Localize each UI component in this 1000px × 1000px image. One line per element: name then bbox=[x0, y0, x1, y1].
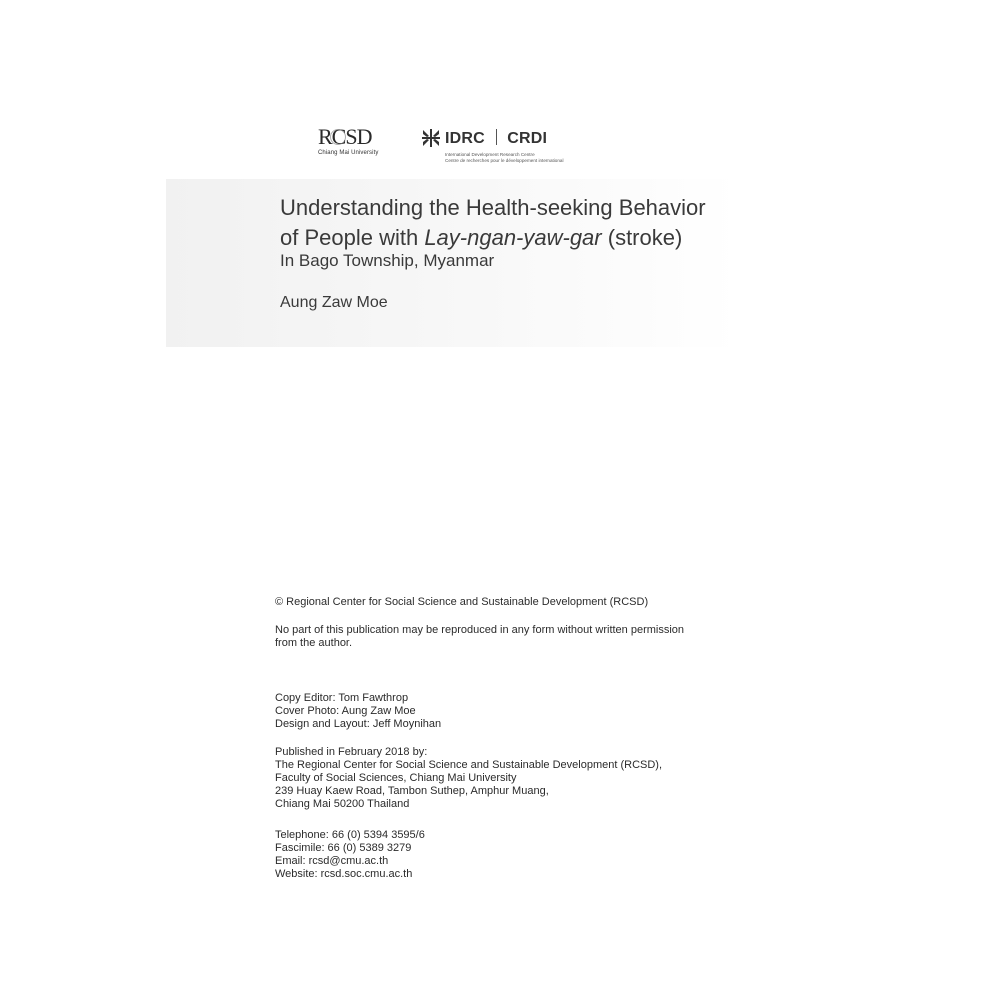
facsimile: Fascimile: 66 (0) 5389 3279 bbox=[275, 842, 412, 854]
rights-notice: No part of this publication may be reproduced in any form without written permission from the author. bbox=[275, 624, 685, 649]
publisher-info: Published in February 2018 by: The Regional Center for Social Science and Sustainable Development (RCSD), Faculty of Social Sciences, Chiang Mai University 239 Huay Kaew Road, Tambon Suthep, Amphur Muang, Chiang Mai 50200 Thailand bbox=[275, 746, 663, 810]
imprint-block bbox=[275, 596, 745, 881]
idrc-emblem-icon bbox=[422, 129, 440, 147]
idrc-subtitle-fr: Centre de recherches pour le développement international bbox=[445, 158, 564, 163]
title-line-1: Understanding the Health-seeking Behavior bbox=[280, 195, 706, 220]
telephone: Telephone: 66 (0) 5394 3595/6 bbox=[275, 829, 425, 841]
rcsd-logo-subtitle: Chiang Mai University bbox=[318, 150, 379, 156]
idrc-subtitle bbox=[445, 152, 622, 164]
idrc-name-en: IDRC bbox=[445, 129, 485, 147]
design-layout-credit: Design and Layout: Jeff Moynihan bbox=[275, 718, 442, 730]
document-subtitle: In Bago Township, Myanmar bbox=[280, 251, 495, 270]
cover-photo-credit: Cover Photo: Aung Zaw Moe bbox=[275, 705, 416, 717]
title-italic-term: Lay-ngan-yaw-gar bbox=[424, 225, 602, 250]
document-title bbox=[280, 193, 740, 253]
title-line-2: of People with Lay-ngan-yaw-gar (stroke) bbox=[280, 225, 683, 250]
rcsd-logo-mark: RCSD bbox=[318, 124, 372, 149]
copyright-notice: © Regional Center for Social Science and Sustainable Development (RCSD) bbox=[275, 596, 649, 608]
rcsd-ring-icon bbox=[330, 129, 346, 145]
copy-editor-credit: Copy Editor: Tom Fawthrop bbox=[275, 692, 409, 704]
author-name: Aung Zaw Moe bbox=[280, 294, 388, 311]
rcsd-logo bbox=[318, 126, 388, 160]
idrc-logo bbox=[422, 129, 622, 173]
contact-info bbox=[275, 829, 745, 881]
email: Email: rcsd@cmu.ac.th bbox=[275, 855, 389, 867]
logo-bar bbox=[318, 126, 618, 174]
idrc-separator bbox=[496, 129, 497, 145]
idrc-name-fr: CRDI bbox=[507, 129, 548, 147]
production-credits bbox=[275, 692, 745, 731]
idrc-subtitle-en: International Development Research Centre bbox=[445, 152, 535, 157]
website: Website: rcsd.soc.cmu.ac.th bbox=[275, 868, 413, 880]
